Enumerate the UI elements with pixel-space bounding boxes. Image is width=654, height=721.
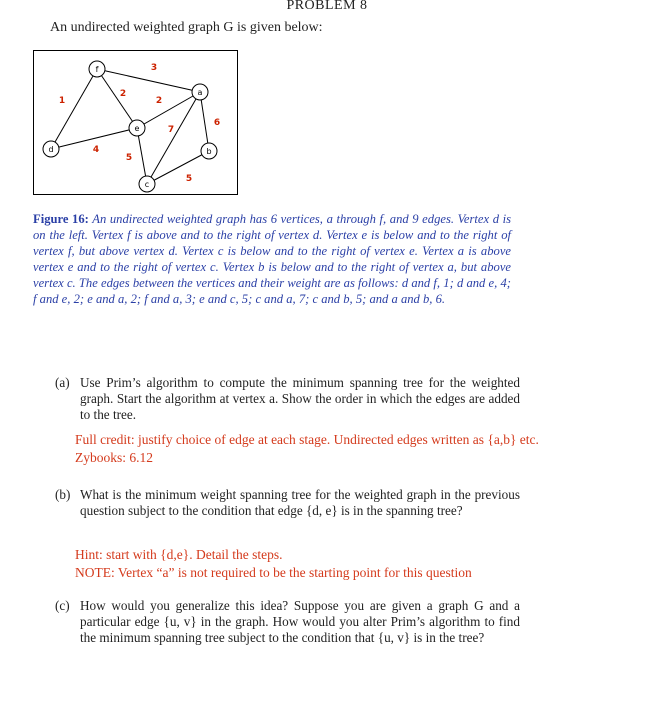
question-b-label: (b) (55, 487, 71, 502)
intro-text: An undirected weighted graph G is given below: (50, 20, 323, 35)
edge-weight-f-a: 3 (150, 63, 158, 73)
edge-weight-a-b: 6 (213, 118, 221, 128)
question-c (55, 598, 520, 646)
question-a-note-zybooks: Zybooks: 6.12 (75, 450, 154, 465)
vertex-label-f: f (95, 65, 99, 74)
question-b-note: NOTE: Vertex “a” is not required to be the starting point for this question (75, 565, 472, 580)
vertex-label-e: e (134, 124, 140, 133)
vertex-label-c: c (144, 180, 150, 189)
graph-svg (34, 51, 239, 196)
problem-heading: PROBLEM 8 (286, 0, 368, 13)
edge-e-c (137, 128, 147, 184)
question-a-label: (a) (55, 375, 70, 390)
edge-e-a (137, 92, 200, 128)
question-a-note-credit: Full credit: justify choice of edge at each stage. Undirected edges written as {a,b} etc. (75, 432, 539, 447)
edge-f-e (97, 69, 137, 128)
question-a-text: Use Prim’s algorithm to compute the minimum spanning tree for the weighted graph. Start the algorithm at vertex a. Show the order in which the edges are added to the tree. (80, 375, 520, 422)
edge-d-f (51, 69, 97, 149)
edge-weight-f-e: 2 (119, 89, 127, 99)
caption-text: An undirected weighted graph has 6 vertices, a through f, and 9 edges. Vertex d is on the left. Vertex f is above and to the right of vertex d. Vertex e is below and to the right of vertex f, but above vertex d. Vertex c is below and to the right of vertex e. Vertex a is above vertex e and to the right of vertex c. Vertex b is below and to the right of vertex a, but above vertex c. The edges between the vertices and their weight are as follows: d and f, 1; d and e, 4; f and e, 2; e and a, 2; f and a, 3; e and c, 5; c and a, 7; c and b, 5; and a and b, 6. (33, 212, 512, 306)
question-b-hint: Hint: start with {d,e}. Detail the steps. (75, 547, 283, 562)
vertex-label-b: b (206, 147, 212, 156)
edge-weight-e-c: 5 (125, 153, 133, 163)
figure-caption (33, 211, 511, 307)
vertex-c (139, 176, 155, 192)
question-b-text: What is the minimum weight spanning tree for the weighted graph in the previous question subject to the condition that edge {d, e} is in the spanning tree? (80, 487, 520, 518)
vertex-b (201, 143, 217, 159)
edge-weight-c-b: 5 (185, 174, 193, 184)
vertex-d (43, 141, 59, 157)
vertex-e (129, 120, 145, 136)
question-c-label: (c) (55, 598, 70, 613)
edge-a-b (200, 92, 209, 151)
question-a (55, 375, 520, 423)
question-b (55, 487, 520, 519)
graph-figure (33, 50, 238, 195)
edge-weight-d-e: 4 (92, 145, 100, 155)
caption-label: Figure 16: (33, 212, 89, 226)
vertex-label-d: d (48, 145, 54, 154)
edge-weight-e-a: 2 (155, 96, 163, 106)
edge-weight-c-a: 7 (167, 125, 175, 135)
edge-f-a (97, 69, 200, 92)
edge-weight-d-f: 1 (58, 96, 66, 106)
vertex-label-a: a (197, 88, 203, 97)
vertex-f (89, 61, 105, 77)
question-c-text: How would you generalize this idea? Suppose you are given a graph G and a particular edge {u, v} in the graph. How would you alter Prim’s algorithm to find the minimum spanning tree subject to the condition that {u, v} is in the tree? (80, 598, 520, 645)
vertex-a (192, 84, 208, 100)
